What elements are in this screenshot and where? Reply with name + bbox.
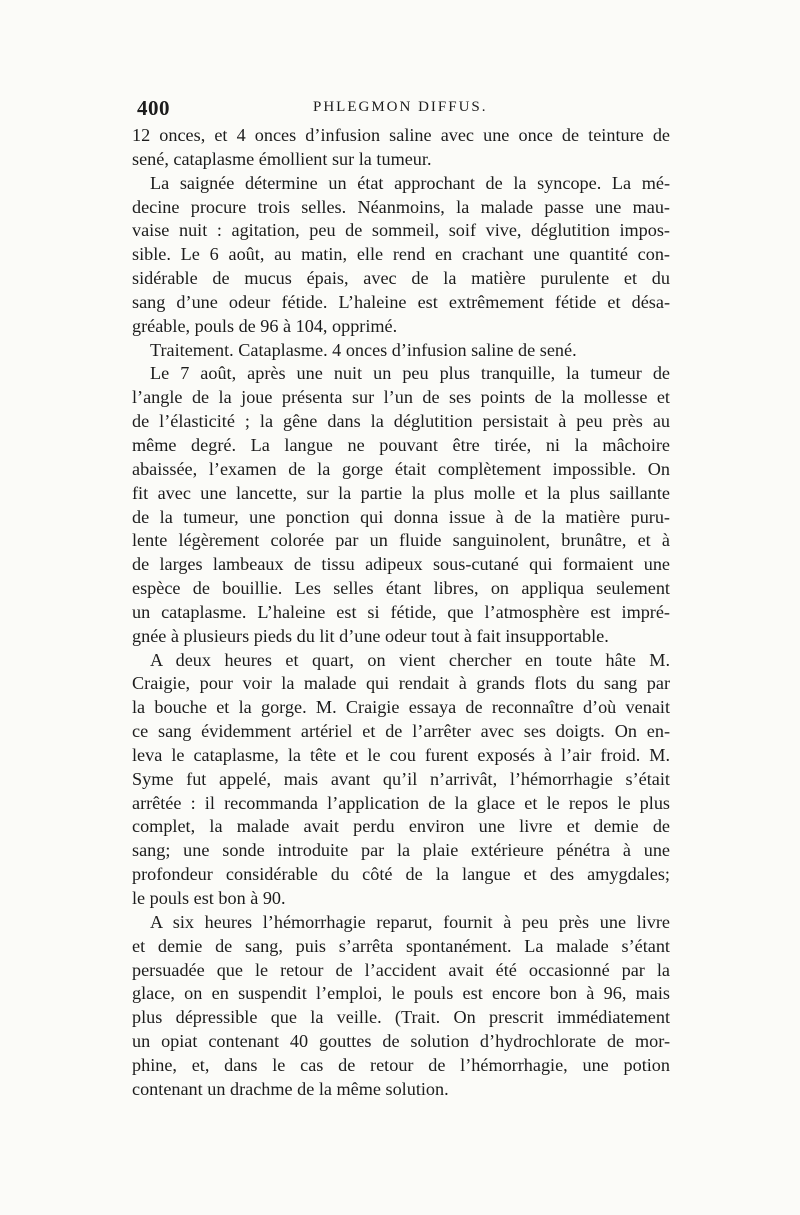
text-line: plus dépressible que la veille. (Trait. On prescrit immédiatement <box>132 1007 670 1028</box>
text-line: A six heures l’hémorrhagie reparut, fournit à peu près une livre <box>150 911 670 932</box>
text-line: de l’élasticité ; la gêne dans la déglutition persistait à peu près au <box>132 411 670 432</box>
text-line: leva le cataplasme, la tête et le cou furent exposés à l’air froid. M. <box>132 744 670 765</box>
text-line: La saignée détermine un état approchant de la syncope. La mé- <box>150 172 670 193</box>
text-line: abaissée, l’examen de la gorge était complètement impossible. On <box>132 458 670 479</box>
page-header <box>137 96 667 122</box>
text-line: l’angle de la joue présenta sur l’un de ses points de la mollesse et <box>132 387 670 408</box>
text-line: sidérable de mucus épais, avec de la matière purulente et du <box>132 268 670 289</box>
text-line: et demie de sang, puis s’arrêta spontanément. La malade s’étant <box>132 935 670 956</box>
text-line: persuadée que le retour de l’accident avait été occasionné par la <box>132 959 670 980</box>
text-line: gnée à plusieurs pieds du lit d’une odeur tout à fait insupportable. <box>132 625 609 646</box>
text-line: phine, et, dans le cas de retour de l’hémorrhagie, une potion <box>132 1054 670 1075</box>
text-line: glace, on en suspendit l’emploi, le pouls est encore bon à 96, mais <box>132 983 670 1004</box>
text-line: A deux heures et quart, on vient chercher en toute hâte M. <box>150 649 670 670</box>
text-line: arrêtée : il recommanda l’application de la glace et le repos le plus <box>132 792 670 813</box>
text-line: Craigie, pour voir la malade qui rendait à grands flots du sang par <box>132 673 670 694</box>
text-line: Le 7 août, après une nuit un peu plus tranquille, la tumeur de <box>150 363 670 384</box>
text-line: profondeur considérable du côté de la langue et des amygdales; <box>132 864 670 885</box>
text-line: complet, la malade avait perdu environ une livre et demie de <box>132 816 670 837</box>
text-line: sang d’une odeur fétide. L’haleine est extrêmement fétide et désa- <box>132 291 670 312</box>
text-line: ce sang évidemment artériel et de l’arrêter avec ses doigts. On en- <box>132 721 670 742</box>
text-line: fit avec une lancette, sur la partie la plus molle et la plus saillante <box>132 482 670 503</box>
text-line: sené, cataplasme émollient sur la tumeur. <box>132 148 432 169</box>
text-line: espèce de bouillie. Les selles étant libres, on appliqua seulement <box>132 578 670 599</box>
text-line: même degré. La langue ne pouvant être tirée, ni la mâchoire <box>132 434 670 455</box>
running-title: PHLEGMON DIFFUS. <box>313 99 488 115</box>
text-line: Traitement. Cataplasme. 4 onces d’infusion saline de sené. <box>150 339 577 360</box>
text-line: sang; une sonde introduite par la plaie extérieure pénétra à une <box>132 840 670 861</box>
text-line: lente légèrement colorée par un fluide sanguinolent, brunâtre, et à <box>132 530 670 551</box>
text-line: 12 onces, et 4 onces d’infusion saline avec une once de teinture de <box>132 125 670 145</box>
text-line: gréable, pouls de 96 à 104, opprimé. <box>132 315 398 336</box>
text-line: Syme fut appelé, mais avant qu’il n’arrivât, l’hémorrhagie s’était <box>132 768 670 789</box>
text-line: le pouls est bon à 90. <box>132 888 286 908</box>
page-number: 400 <box>137 96 170 120</box>
text-line: un cataplasme. L’haleine est si fétide, que l’atmosphère est impré- <box>132 601 670 622</box>
text-line: de larges lambeaux de tissu adipeux sous-cutané qui formaient une <box>132 554 670 575</box>
text-line: vaise nuit : agitation, peu de sommeil, soif vive, déglutition impos- <box>132 220 670 241</box>
text-line: un opiat contenant 40 gouttes de solution d’hydrochlorate de mor- <box>132 1031 670 1052</box>
page-body-text <box>132 124 670 1102</box>
text-line: decine procure trois selles. Néanmoins, la malade passe une mau- <box>132 196 670 217</box>
text-line: de la tumeur, une ponction qui donna issue à de la matière puru- <box>132 506 670 527</box>
text-line: sible. Le 6 août, au matin, elle rend en crachant une quantité con- <box>132 244 670 265</box>
text-line: la bouche et la gorge. M. Craigie essaya de reconnaître d’où venait <box>132 697 670 718</box>
text-line: contenant un drachme de la même solution. <box>132 1078 449 1099</box>
